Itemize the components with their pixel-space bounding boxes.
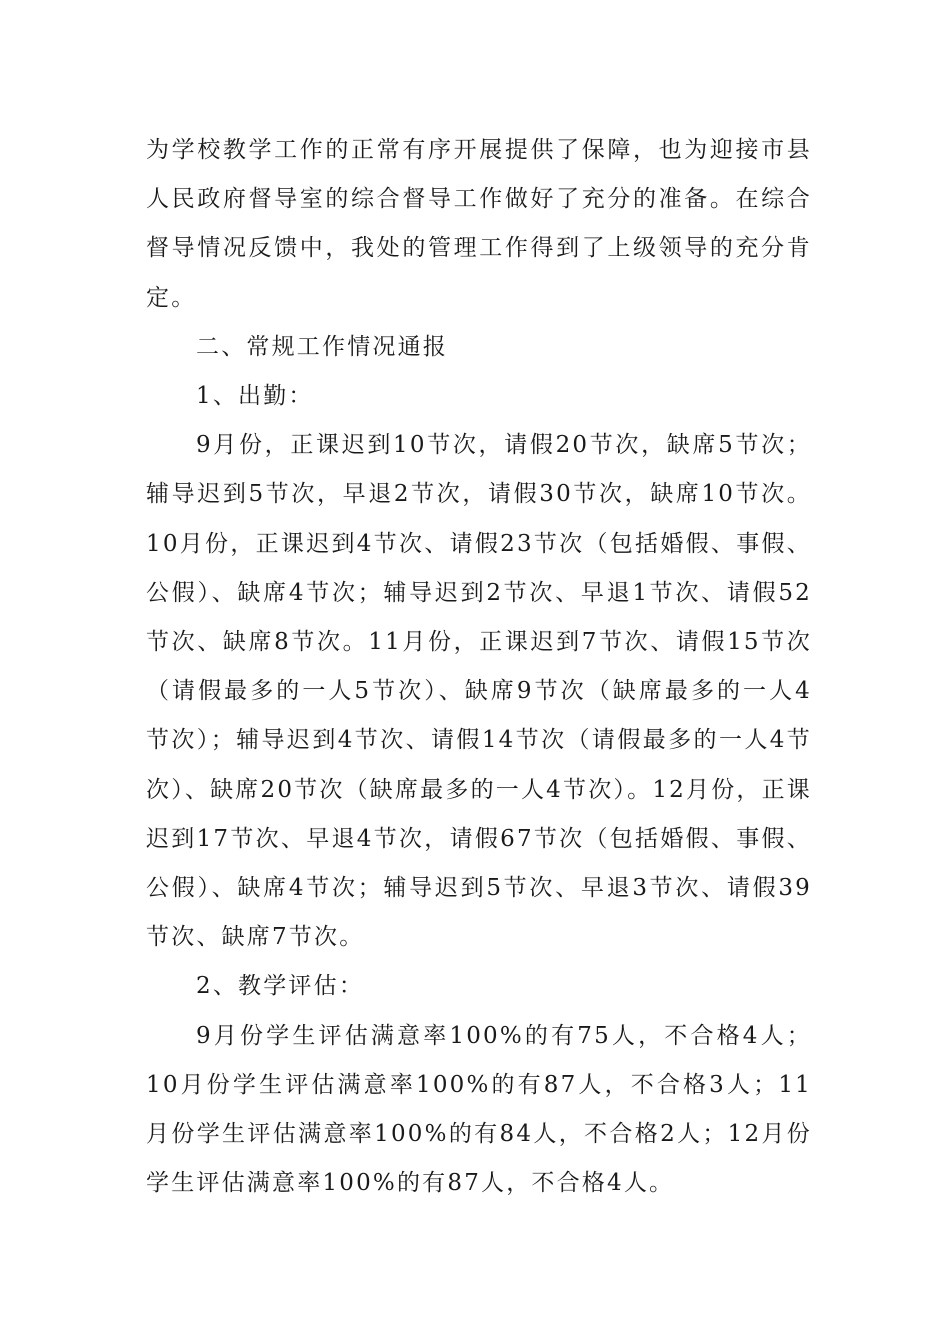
section-heading-routine-work: 二、常规工作情况通报 <box>196 333 448 360</box>
paragraph-attendance-details: 9月份，正课迟到10节次，请假20节次，缺席5节次；辅导迟到5节次，早退2节次，请假30节次，缺席10节次。10月份，正课迟到4节次、请假23节次（包括婚假、事假、公假）、缺席4节次；辅导迟到2节次、早退1节次、请假52节次、缺席8节次。11月份，正课迟到7节次、请假15节次（请假最多的一人5节次）、缺席9节次（缺席最多的一人4节次）；辅导迟到4节次、请假14节次（请假最多的一人4节次）、缺席20节次（缺席最多的一人4节次）。12月份，正课迟到17节次、早退4节次，请假67节次（包括婚假、事假、公假）、缺席4节次；辅导迟到5节次、早退3节次、请假39节次、缺席7节次。 <box>146 432 812 951</box>
subheading-teaching-evaluation: 2、教学评估： <box>196 973 365 1000</box>
paragraph-evaluation-details: 9月份学生评估满意率100%的有75人，不合格4人；10月份学生评估满意率100%的有87人，不合格3人；11月份学生评估满意率100%的有84人，不合格2人；12月份学生评估满意率100%的有87人，不合格4人。 <box>146 1022 812 1197</box>
subheading-attendance: 1、出勤： <box>196 383 314 410</box>
document-body <box>146 126 812 1208</box>
paragraph-intro-continuation: 为学校教学工作的正常有序开展提供了保障，也为迎接市县人民政府督导室的综合督导工作做好了充分的准备。在综合督导情况反馈中，我处的管理工作得到了上级领导的充分肯定。 <box>146 137 812 311</box>
